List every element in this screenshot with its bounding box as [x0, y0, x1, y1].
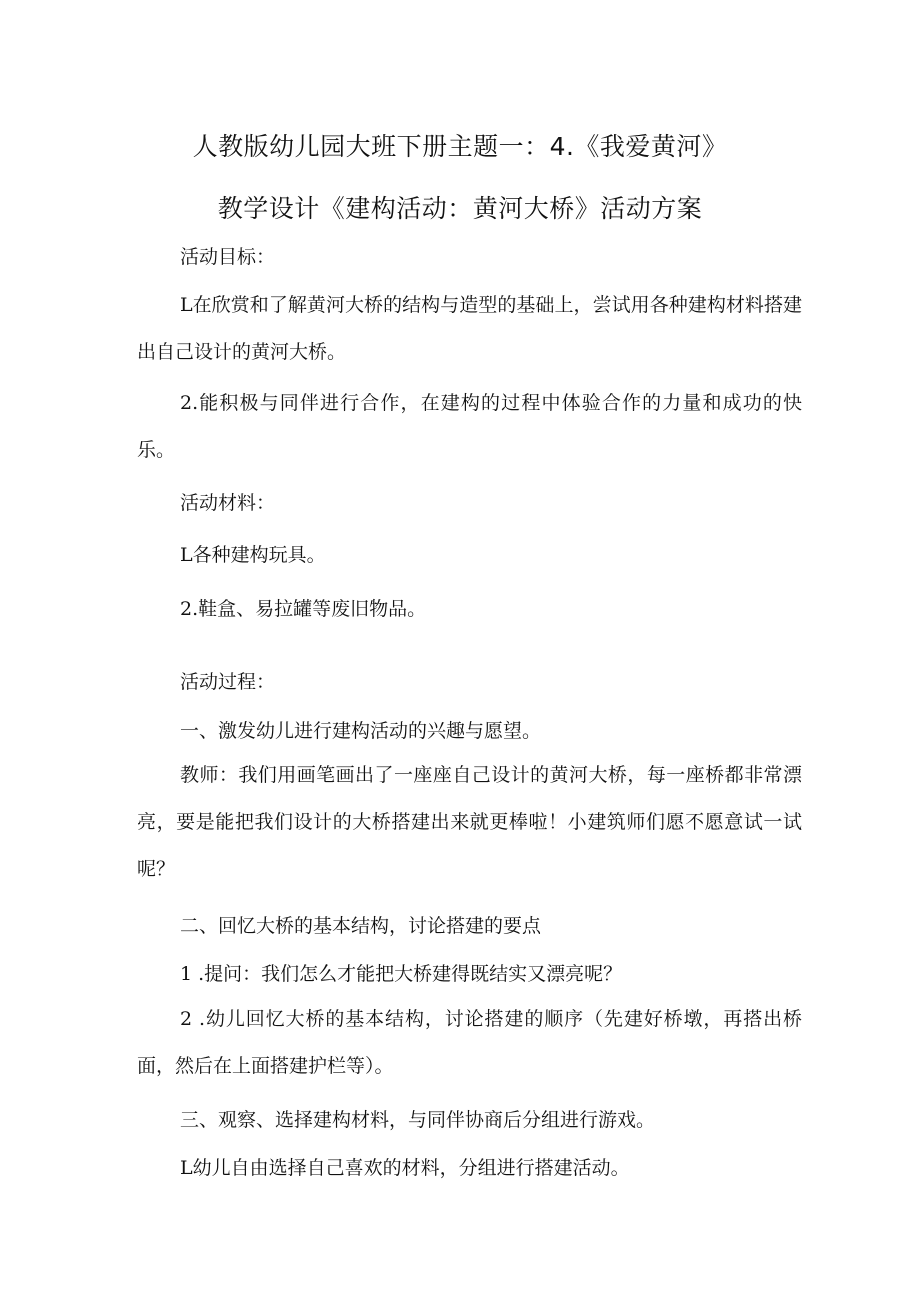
document-title-line-1: 人教版幼儿园大班下册主题一：4.《我爱黄河》	[192, 132, 728, 161]
process-heading: 活动过程：	[180, 671, 276, 693]
teacher-speech: 教师：我们用画笔画出了一座座自己设计的黄河大桥，每一座桥都非常漂亮，要是能把我们设计的大桥搭建出来就更棒啦！小建筑师们愿不愿意试一试呢？	[137, 764, 802, 880]
step-2-item-1: 1 .提问：我们怎么才能把大桥建得既结实又漂亮呢？	[180, 963, 623, 985]
step-2-item-2: 2 .幼儿回忆大桥的基本结构，讨论搭建的顺序（先建好桥墩，再搭出桥面，然后在上面搭建护栏等）。	[137, 1008, 802, 1077]
materials-heading: 活动材料：	[180, 492, 276, 514]
step-3-item-1: L幼儿自由选择自己喜欢的材料，分组进行搭建活动。	[180, 1157, 630, 1179]
process-step-1: 一、激发幼儿进行建构活动的兴趣与愿望。	[180, 720, 542, 742]
goal-item-2: 2.能积极与同伴进行合作，在建构的过程中体验合作的力量和成功的快乐。	[137, 392, 802, 461]
material-item-2: 2.鞋盒、易拉罐等废旧物品。	[180, 598, 427, 620]
goals-heading: 活动目标：	[180, 246, 276, 268]
document-title-line-2: 教学设计《建构活动：黄河大桥》活动方案	[217, 194, 703, 223]
process-step-2: 二、回忆大桥的基本结构，讨论搭建的要点	[180, 915, 542, 937]
goal-item-1: L在欣赏和了解黄河大桥的结构与造型的基础上，尝试用各种建构材料搭建出自己设计的黄河大桥。	[137, 294, 802, 363]
process-step-3: 三、观察、选择建构材料，与同伴协商后分组进行游戏。	[180, 1109, 656, 1131]
material-item-1: L各种建构玩具。	[180, 544, 326, 566]
